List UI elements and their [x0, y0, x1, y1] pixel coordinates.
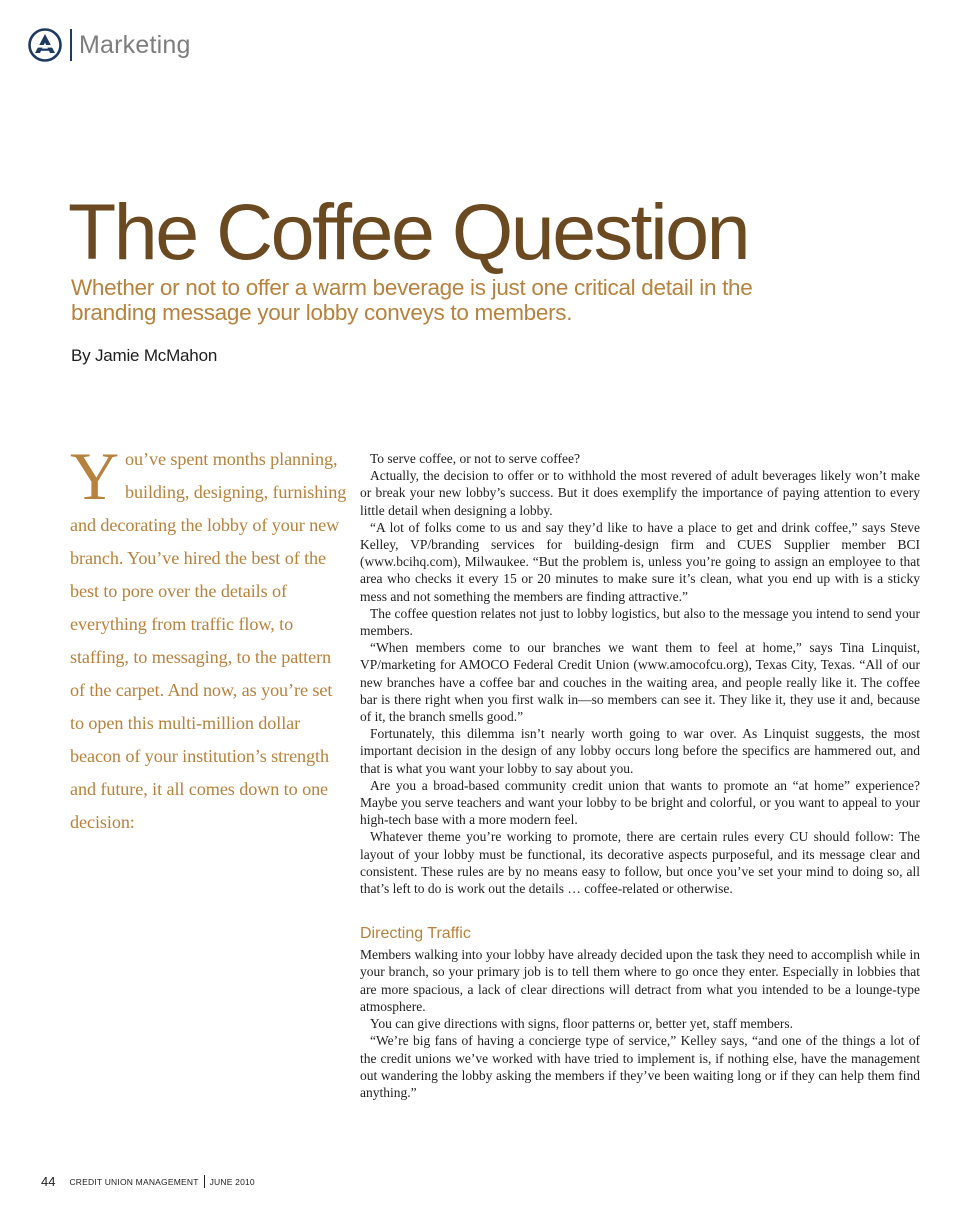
cues-logo-icon [28, 28, 62, 62]
body-paragraph: You can give directions with signs, floor patterns or, better yet, staff members. [370, 1016, 794, 1032]
body-paragraph: “We’re big fans of having a concierge type of service,” Kelley says, “and one of the things a lot of the credit unions we’ve worked with have tried to implement is, if nothing else, have the management out wandering the lobby asking the members if they’ve been waiting long or if they can help them find anything.” [360, 1033, 920, 1100]
article-byline: By Jamie McMahon [71, 346, 218, 365]
drop-cap: Y [70, 438, 120, 514]
body-paragraph: Fortunately, this dilemma isn’t nearly worth going to war over. As Linquist suggests, the most important decision in the design of any lobby occurs long before the specifics are hammered out, and that is what you want your lobby to say about you. [360, 726, 920, 776]
body-paragraph: “When members come to our branches we want them to feel at home,” says Tina Linquist, VP/marketing for AMOCO Federal Credit Union (www.amocofcu.org), Texas City, Texas. “All of our new branches have a coffee bar and couches in the waiting area, and people really like it. The coffee bar is there right when you first walk in—so members can see it. They like it, they use it and, because of it, the branch smells good.” [360, 640, 920, 725]
issue-date: JUNE 2010 [209, 1176, 255, 1187]
body-paragraph: The coffee question relates not just to lobby logistics, but also to the message you intend to send your members. [360, 605, 920, 639]
body-paragraph: To serve coffee, or not to serve coffee? [370, 451, 580, 466]
body-paragraph: Members walking into your lobby have already decided upon the task they need to accomplish while in your branch, so your primary job is to tell them where to go once they enter. Especially in lobbies that are more spacious, a lack of clear directions will detract from what you intended to be a lounge-type atmosphere. [360, 947, 920, 1014]
article-body [360, 450, 920, 1101]
body-paragraph: Are you a broad-based community credit union that wants to promote an “at home” experience? Maybe you serve teachers and want your lobby to be bright and colorful, or you want to appeal to your high-tech base with a more modern feel. [360, 777, 920, 828]
body-paragraph: Actually, the decision to offer or to withhold the most revered of adult beverages likely won’t make or break your new lobby’s success. But it does exemplify the importance of paying attention to every little detail when designing a lobby. [360, 468, 920, 518]
section-subhead: Directing Traffic [360, 925, 471, 943]
page-number: 44 [41, 1174, 56, 1189]
page-header [28, 26, 191, 64]
lead-text: ou’ve spent months planning, building, designing, furnishing and decorating the lobby of your new branch. You’ve hired the best of the best to pore over the details of everything from traffic flow, to staffing, to messaging, to the pattern of the carpet. And now, as you’re set to open this multi-million dollar beacon of your institution’s strength and future, it all comes down to one decision: [70, 449, 347, 832]
lead-paragraph [70, 438, 350, 839]
page-footer [41, 1174, 255, 1189]
body-paragraph: Whatever theme you’re working to promote, there are certain rules every CU should follow: The layout of your lobby must be functional, its decorative aspects purposeful, and its message clear and consistent. These rules are by no means easy to follow, but once you’ve set your mind to doing so, all that’s left to do is work out the details … coffee-related or otherwise. [360, 829, 920, 897]
footer-divider [204, 1175, 205, 1188]
publication-name: CREDIT UNION MANAGEMENT [69, 1176, 199, 1187]
body-paragraph: “A lot of folks come to us and say they’d like to have a place to get and drink coffee,” says Steve Kelley, VP/branding services for building-design firm and CUES Supplier member BCI (www.bcihq.com), Milwaukee. “But the problem is, unless you’re going to assign an employee to that area who checks it every 15 or 20 minutes to make sure it’s clean, what you end up with is a sticky mess and not something the members are finding attractive.” [360, 519, 920, 604]
article-subtitle: Whether or not to offer a warm beverage is just one critical detail in the branding message your lobby conveys to members. [71, 275, 753, 325]
header-divider [70, 29, 72, 61]
section-label: Marketing [79, 30, 191, 59]
article-title: The Coffee Question [68, 187, 749, 276]
